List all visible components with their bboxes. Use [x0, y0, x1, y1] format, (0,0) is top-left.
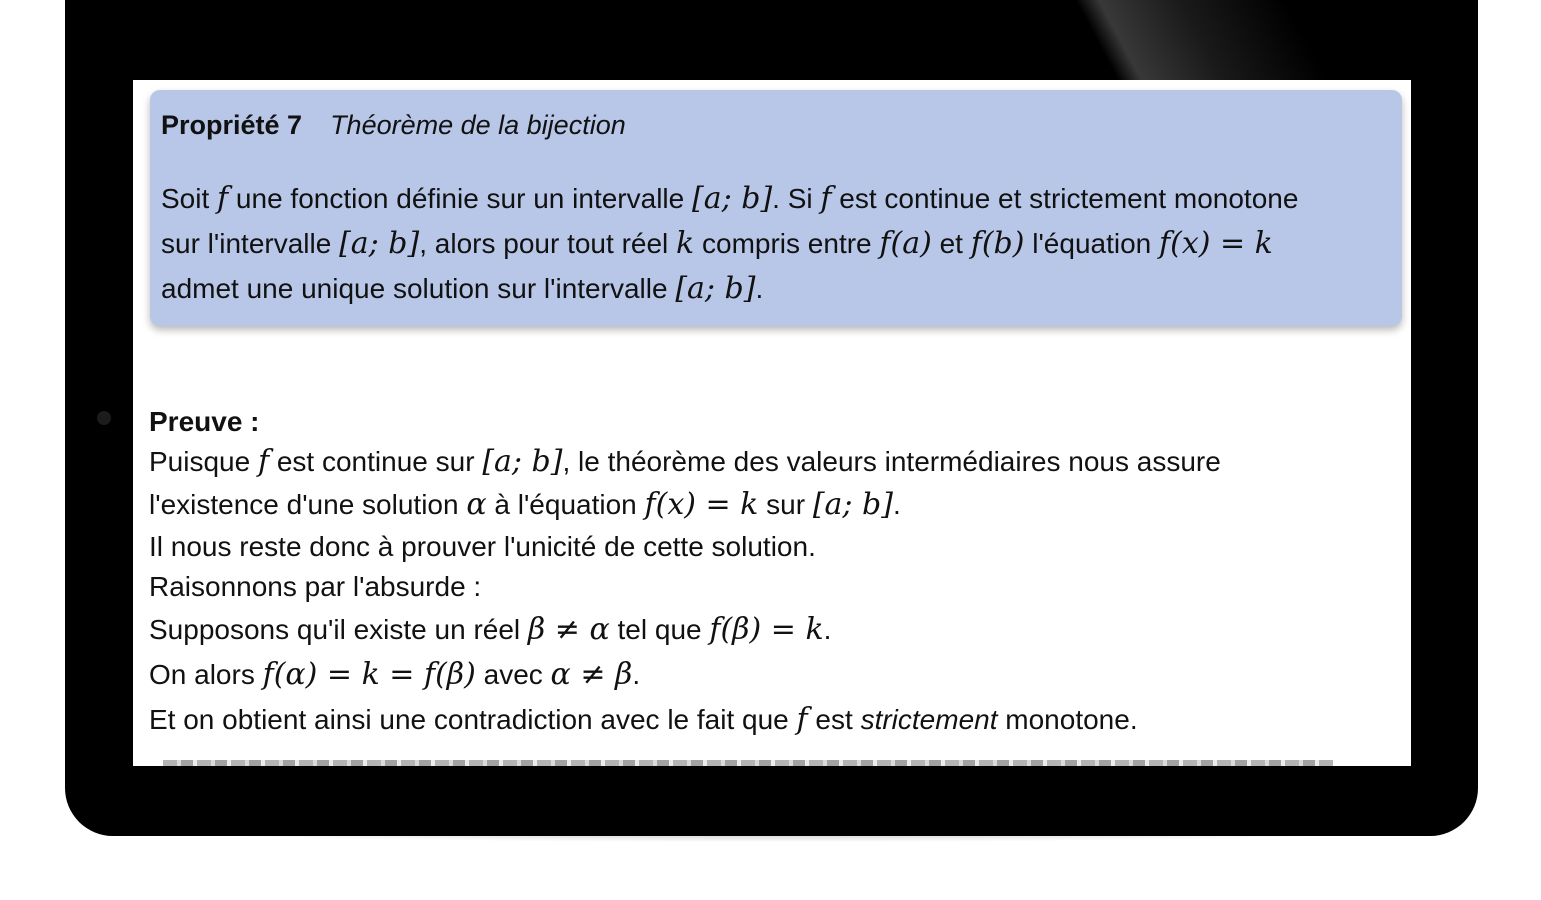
tablet-screen[interactable]	[133, 80, 1411, 766]
math-expression: f(a)	[879, 226, 932, 261]
statement-text: compris entre	[694, 228, 880, 259]
proof-text: monotone.	[997, 704, 1138, 735]
statement-text: l'équation	[1024, 228, 1160, 259]
statement-line	[161, 266, 1396, 311]
proof-text: .	[892, 489, 901, 520]
property-name: Théorème de la bijection	[330, 110, 626, 140]
math-expression: [a; b]	[339, 226, 420, 261]
proof-line	[149, 697, 1399, 742]
proof-text: Et on obtient ainsi une contradiction avec le fait que	[149, 704, 797, 735]
proof-text: tel que	[609, 614, 710, 645]
proof-text: .	[823, 614, 832, 645]
proof-text: est	[807, 704, 861, 735]
math-expression: k	[676, 226, 695, 261]
proof-text: est continue sur	[269, 446, 483, 477]
math-expression: f	[217, 181, 229, 216]
statement-text: Soit	[161, 183, 218, 214]
proof-text: .	[632, 659, 641, 690]
proof-line: Il nous reste donc à prouver l'unicité de cette solution.	[149, 531, 816, 562]
proof-line: Raisonnons par l'absurde :	[149, 571, 482, 602]
proof-line	[149, 482, 1399, 527]
property-number: Propriété 7	[161, 110, 303, 140]
statement-text: et	[931, 228, 971, 259]
proof-text: Supposons qu'il existe un réel	[149, 614, 528, 645]
proof-line	[149, 607, 1399, 652]
proof-text: avec	[475, 659, 551, 690]
math-expression: [a; b]	[675, 271, 756, 306]
proof-text: l'existence d'une solution	[149, 489, 467, 520]
statement-line	[161, 176, 1396, 221]
proof-text: à l'équation	[486, 489, 645, 520]
screen-glare	[1070, 0, 1419, 82]
math-expression: α	[466, 487, 487, 522]
proof-text: On alors	[149, 659, 263, 690]
proof-text: Puisque	[149, 446, 258, 477]
math-expression: f(x) = k	[1159, 226, 1273, 261]
proof-section	[149, 402, 1399, 742]
emphasis-text: strictement	[860, 704, 998, 735]
math-expression: f(α) = k = f(β)	[262, 657, 476, 692]
math-expression: f(β) = k	[709, 612, 824, 647]
statement-text: .	[755, 273, 764, 304]
cut-off-text-line	[163, 760, 1333, 766]
proof-line	[149, 652, 1399, 697]
math-expression: f	[820, 181, 832, 216]
math-expression: f(x) = k	[644, 487, 759, 522]
math-expression: β ≠ α	[527, 612, 610, 647]
proof-line	[149, 442, 1399, 482]
property-box	[150, 90, 1402, 326]
statement-text: . Si	[772, 183, 821, 214]
math-expression: α ≠ β	[550, 657, 633, 692]
math-expression: [a; b]	[812, 487, 893, 522]
property-statement	[161, 176, 1396, 311]
statement-text: , alors pour tout réel	[419, 228, 677, 259]
statement-text: une fonction définie sur un intervalle	[228, 183, 692, 214]
math-expression: f(b)	[970, 226, 1025, 261]
property-header	[161, 110, 626, 141]
proof-text: , le théorème des valeurs intermédiaires nous assure	[562, 446, 1221, 477]
statement-text: sur l'intervalle	[161, 228, 340, 259]
proof-title: Preuve :	[149, 406, 260, 437]
math-expression: [a; b]	[482, 444, 563, 479]
statement-line	[161, 221, 1396, 266]
math-expression: f	[257, 444, 270, 479]
math-expression: f	[796, 702, 808, 737]
proof-text: sur	[758, 489, 813, 520]
math-expression: [a; b]	[692, 181, 773, 216]
camera-lens	[97, 411, 111, 425]
statement-text: admet une unique solution sur l'intervalle	[161, 273, 676, 304]
statement-text: est continue et strictement monotone	[831, 183, 1299, 214]
